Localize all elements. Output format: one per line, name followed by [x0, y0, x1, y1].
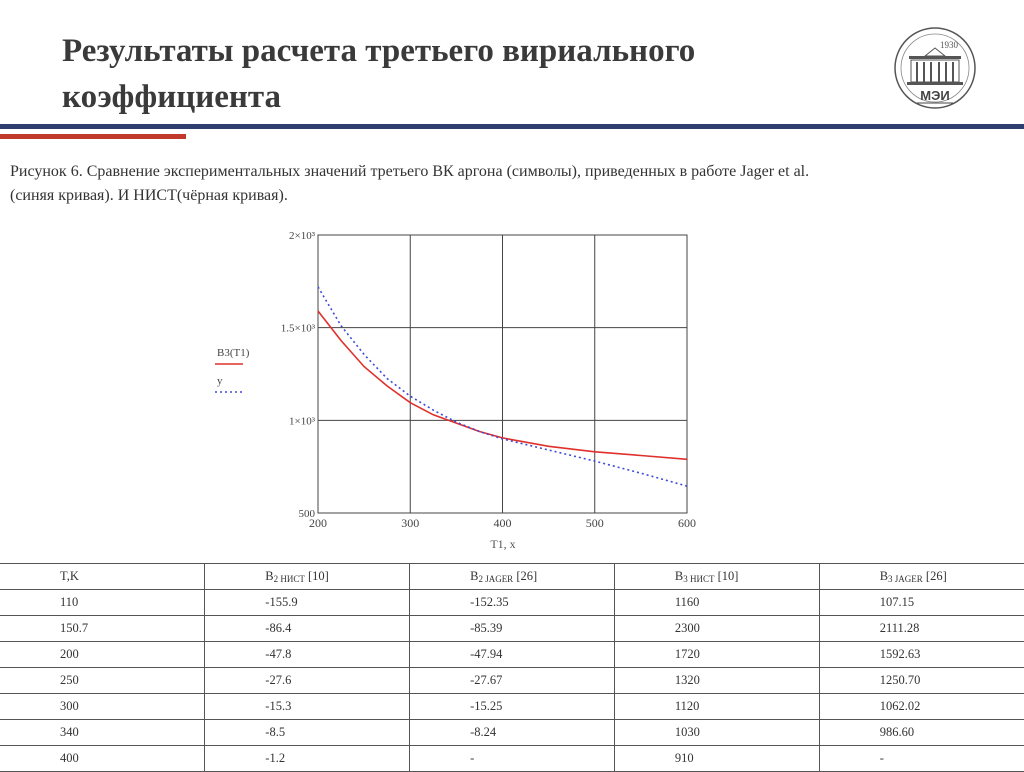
table-cell: -27.6 — [205, 668, 410, 694]
table-cell: 340 — [0, 720, 205, 746]
x-tick-label: 300 — [401, 516, 420, 530]
figure-caption — [10, 160, 1010, 208]
header-rule-blue — [0, 124, 1024, 129]
table-cell: -8.5 — [205, 720, 410, 746]
table-cell: -27.67 — [410, 668, 615, 694]
logo-text: МЭИ — [920, 88, 950, 103]
table-cell: 107.15 — [819, 590, 1024, 616]
table-cell: 1120 — [614, 694, 819, 720]
table-row — [0, 616, 1024, 642]
table-cell: 400 — [0, 746, 205, 772]
table-cell: -8.24 — [410, 720, 615, 746]
header-rule-red — [0, 134, 186, 139]
y-tick-label: 500 — [298, 508, 315, 520]
table-header-row — [0, 564, 1024, 590]
table-cell: 1160 — [614, 590, 819, 616]
legend-label: y — [217, 375, 223, 387]
table-row — [0, 642, 1024, 668]
title-line-2: коэффициента — [62, 79, 282, 115]
table-cell: 2300 — [614, 616, 819, 642]
x-tick-label: 200 — [309, 516, 327, 530]
table-cell: 1320 — [614, 668, 819, 694]
table-cell: -86.4 — [205, 616, 410, 642]
table-cell: 110 — [0, 590, 205, 616]
page-title — [62, 28, 882, 120]
table-cell: 1030 — [614, 720, 819, 746]
logo-year: 1930 — [940, 40, 958, 50]
table-cell: -47.94 — [410, 642, 615, 668]
table-cell: 2111.28 — [819, 616, 1024, 642]
caption-line-1: Рисунок 6. Сравнение экспериментальных значений третьего ВК аргона (символы), приведенных в работе Jager et al. — [10, 163, 810, 180]
x-tick-label: 400 — [493, 516, 512, 530]
chart-tick-labels — [281, 230, 696, 530]
x-tick-label: 500 — [585, 516, 604, 530]
table-cell: 986.60 — [819, 720, 1024, 746]
table-cell: -152.35 — [410, 590, 615, 616]
table-cell: - — [819, 746, 1024, 772]
table-header-cell: B3 JAGER [26] — [819, 564, 1024, 590]
table-cell: -1.2 — [205, 746, 410, 772]
y-tick-label: 2×10³ — [288, 230, 315, 242]
table-header-cell: B2 JAGER [26] — [410, 564, 615, 590]
table-row — [0, 668, 1024, 694]
x-axis-label: T1, x — [490, 537, 516, 551]
table-cell: - — [410, 746, 615, 772]
title-line-1: Результаты расчета третьего вириального — [62, 33, 696, 69]
table-cell: 1250.70 — [819, 668, 1024, 694]
table-row — [0, 720, 1024, 746]
x-tick-label: 600 — [678, 516, 696, 530]
table-cell: 1592.63 — [819, 642, 1024, 668]
y-tick-label: 1×10³ — [288, 415, 315, 428]
table-cell: 300 — [0, 694, 205, 720]
table-cell: 250 — [0, 668, 205, 694]
virial-table — [0, 563, 1024, 772]
table-header-cell: T,K — [0, 564, 205, 590]
table-cell: -15.25 — [410, 694, 615, 720]
table-cell: -155.9 — [205, 590, 410, 616]
table-header-cell: B3 НИСТ [10] — [614, 564, 819, 590]
table-cell: 1720 — [614, 642, 819, 668]
legend-label: B3(T1) — [217, 347, 250, 359]
virial-chart — [205, 218, 705, 558]
table-row — [0, 590, 1024, 616]
caption-line-2: (синяя кривая). И НИСТ(чёрная кривая). — [10, 187, 288, 204]
table-cell: 200 — [0, 642, 205, 668]
table-cell: -85.39 — [410, 616, 615, 642]
table-cell: -47.8 — [205, 642, 410, 668]
y-tick-label: 1.5×10³ — [280, 322, 315, 335]
table-row — [0, 694, 1024, 720]
table-header-cell: B2 НИСТ [10] — [205, 564, 410, 590]
table-cell: -15.3 — [205, 694, 410, 720]
table-cell: 150.7 — [0, 616, 205, 642]
table-cell: 1062.02 — [819, 694, 1024, 720]
university-logo — [893, 26, 977, 112]
table-cell: 910 — [614, 746, 819, 772]
chart-legend — [215, 347, 250, 392]
table-row — [0, 746, 1024, 772]
